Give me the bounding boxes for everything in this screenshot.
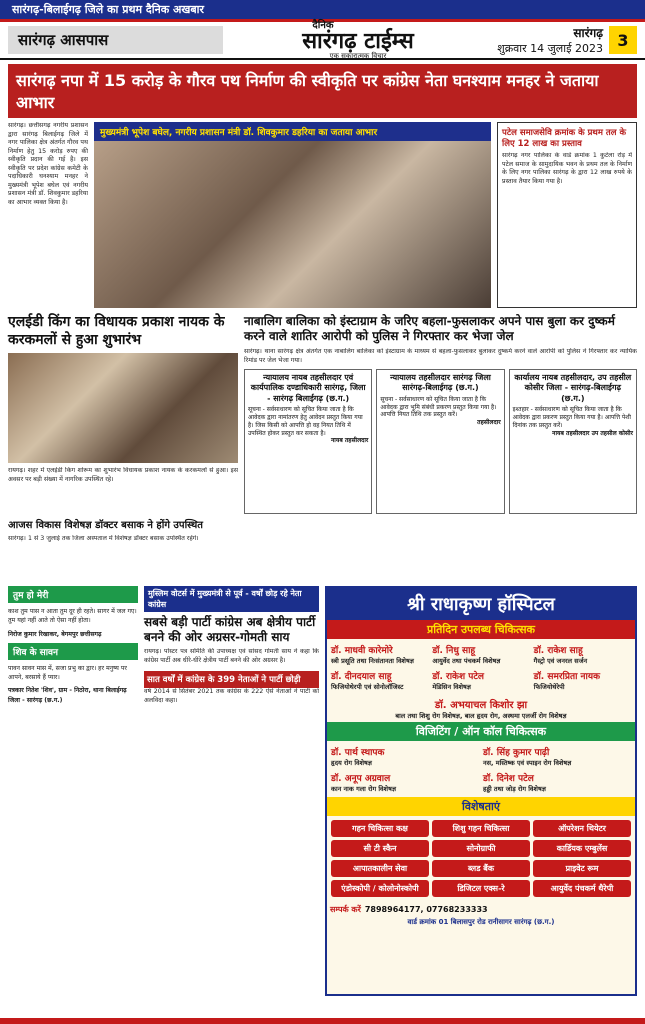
feature-5: सोनोग्राफी <box>432 840 530 857</box>
notice-2-sign: तहसीलदार <box>477 419 501 427</box>
visiting-2-spec: नस, मस्तिष्क एवं स्पाइन रोग विशेषज्ञ <box>483 759 572 767</box>
contact-phones: 7898964177, 07768233333 <box>364 905 488 914</box>
notice-2 <box>376 369 504 514</box>
doctor-5-name: डॉ. राकेश पटेल <box>432 672 484 682</box>
date: शुक्रवार 14 जुलाई 2023 <box>497 42 603 55</box>
crime-headline: नाबालिग बालिका को इंस्टाग्राम के जरिए बहला-फुसलाकर अपने पास बुला कर दुष्कर्म करने वाले शातिर आरोपी को पुलिस ने गिरफ्तार कर भेजा जेल <box>244 314 615 343</box>
notice-2-body: सूचना - सर्वसाधारण को सूचित किया जाता है कि आवेदक द्वारा भूमि संबंधी प्रकरण प्रस्तुत किया गया है। आपत्ति नियत तिथि तक प्रस्तुत करें। <box>380 395 497 419</box>
doctor-6-name: डॉ. समरप्रिता नायक <box>533 672 601 682</box>
doctor-5 <box>432 669 529 691</box>
doctor-3-name: डॉ. राकेश साहू <box>533 646 583 656</box>
politics-kicker: मुस्लिम वोटर्स में मुख्यमंत्री से पूर्व - वर्षों छोड़ रहे नेता कांग्रेस <box>144 586 319 612</box>
visiting-2 <box>483 745 631 767</box>
feature-10: एंडोस्कोपी / कोलोनोस्कोपी <box>331 880 429 897</box>
pediatric-spec: बाल तथा शिशु रोग विशेषज्ञ, बाल हृदय रोग, अस्थमा एलर्जी रोग विशेषज्ञ <box>395 712 567 720</box>
feature-6: कार्डियक एम्बुलेंस <box>533 840 631 857</box>
masthead <box>0 19 645 60</box>
lead-photo <box>94 141 491 308</box>
led-photo <box>8 353 238 463</box>
lead-photo-block <box>94 122 491 308</box>
top-strip: सारंगढ़-बिलाईगढ़ जिले का प्रथम दैनिक अखबार <box>0 0 645 22</box>
hospital-sub: प्रतिदिन उपलब्ध चिकित्सक <box>327 620 635 639</box>
brand-tagline: एक सकारात्मक विचार <box>329 51 387 60</box>
politics-sub-headline: सात वर्षों में कांग्रेस के 399 नेताओं ने पार्टी छोड़ी <box>144 671 319 688</box>
feature-11: डिजिटल एक्स-रे <box>432 880 530 897</box>
doctor-6 <box>534 669 631 691</box>
footer-strip <box>0 1018 645 1024</box>
feature-2: शिशु गहन चिकित्सा <box>432 820 530 837</box>
doctor-grid <box>327 639 635 695</box>
poem-1: काश तुम पास न आता तुम दूर ही रहते। सागर में जल गए। तुम यहां नहीं आते तो ऐसा नहीं होता। <box>8 608 137 625</box>
notice-2-title: न्यायालय तहसीलदार सारंगढ़ जिला सारंगढ़-बिलाईगढ़ (छ.ग.) <box>390 373 491 393</box>
politics-headline: सबसे बड़ी पार्टी कांग्रेस अब क्षेत्रीय पार्टी बनने की ओर अग्रसर-गोमती साय <box>144 615 316 644</box>
doctor-4-name: डॉ. दीनदयाल साहू <box>331 672 392 682</box>
doctor-1-spec: स्त्री प्रसूति तथा निःसंतानता विशेषज्ञ <box>331 657 414 665</box>
lead-photo-caption: मुख्यमंत्री भूपेश बघेल, नगरीय प्रशासन मंत्री डॉ. शिवकुमार डहरिया का जताया आभार <box>94 122 491 141</box>
doctor-2 <box>432 643 529 665</box>
doctor-1 <box>331 643 428 665</box>
feature-8: ब्लड बैंक <box>432 860 530 877</box>
doctor-4-spec: फिजियोथेरपी एवं सोनोलॉजिस्ट <box>331 683 404 691</box>
brand <box>223 21 493 60</box>
side-story-title: पटेल समाजसेवि क्रमांक के प्रथम तल के लिए 12 लाख का प्रस्ताव <box>502 128 626 149</box>
led-body: रायगढ़। शहर में एलईडी किंग शोरूम का शुभारंभ विधायक प्रकाश नायक के करकमलों से हुआ। इस अवसर पर बड़ी संख्या में नागरिक उपस्थित रहे। <box>8 467 238 483</box>
pediatric-block <box>327 695 635 722</box>
feature-3: ऑपरेशन थियेटर <box>533 820 631 837</box>
doctor-headline: आजस विकास विशेषज्ञ डॉक्टर बसाक ने होंगे उपस्थित <box>8 520 203 531</box>
doctor-story <box>8 520 637 580</box>
date-block <box>493 24 603 56</box>
visiting-3 <box>331 771 479 793</box>
poems-column <box>8 586 138 996</box>
led-headline: एलईडी किंग का विधायक प्रकाश नायक के करकमलों से हुआ शुभारंभ <box>8 314 225 348</box>
doctor-3 <box>534 643 631 665</box>
brand-prefix: दैनिक <box>312 19 334 31</box>
crime-story <box>244 314 637 514</box>
poem-1-author: निरोज कुमार रिखाकर, बेगमपुर छत्तीसगढ़ <box>8 630 102 638</box>
city: सारंगढ़ <box>573 26 603 40</box>
visiting-4-spec: हड्डी तथा जोड़ रोग विशेषज्ञ <box>483 785 546 793</box>
notice-3 <box>509 369 637 514</box>
page-number: 3 <box>609 26 637 54</box>
lead-headline: सारंगढ़ नपा में 15 करोड़ के गौरव पथ निर्माण की स्वीकृति पर कांग्रेस नेता घनश्याम मनहर ने जताया आभार <box>8 64 637 118</box>
visiting-4-name: डॉ. दिनेश पटेल <box>483 774 534 784</box>
lead-story <box>8 122 637 308</box>
doctor-1-name: डॉ. माधवी कारेमोरे <box>331 646 393 656</box>
side-story-body: सारंगढ़ नगर पालिका के वार्ड क्रमांक 1 कुटेला रोड़ में पटेल समाज के सामुदायिक भवन के प्रथम तल के निर्माण के लिए नगर पालिका सारंगढ़ के द्वारा 12 लाख रुपये के प्रस्ताव तैयार किया गया है। <box>502 152 632 185</box>
doctor-6-spec: फिजियोथेरेपी <box>533 683 565 691</box>
doctor-body: सारंगढ़। 1 से 3 जुलाई तक जिला अस्पताल में विशेषज्ञ डॉक्टर बसाक उपस्थित रहेंगे। <box>8 534 199 542</box>
notice-1-title: न्यायालय नायब तहसीलदार एवं कार्यपालिक दण्डाधिकारी सारंगढ़, जिला - सारंगढ़ बिलाईगढ़ (छ.ग.) <box>250 373 366 403</box>
feature-12: आयुर्वेद पंचकर्म थैरेपी <box>533 880 631 897</box>
side-story <box>497 122 637 308</box>
crime-body: सारंगढ़। थाना सारंगढ़ क्षेत्र अंतर्गत एक नाबालिग बालिका को इंस्टाग्राम के माध्यम से बहला-फुसलाकर बुलाकर दुष्कर्म करने वाले आरोपी को पुलिस ने गिरफ्तार कर न्यायिक रिमांड पर जेल भेजा गया। <box>244 348 637 364</box>
visiting-3-spec: कान नाक गला रोग विशेषज्ञ <box>331 785 397 793</box>
visiting-1 <box>331 745 479 767</box>
contact-row <box>327 901 635 918</box>
visiting-4 <box>483 771 631 793</box>
bottom-section <box>8 586 637 996</box>
led-story <box>8 314 238 514</box>
notice-1-sign: नायब तहसीलदार <box>330 437 369 445</box>
notice-1 <box>244 369 372 514</box>
feature-1: गहन चिकित्सा कक्ष <box>331 820 429 837</box>
features-title: विशेषताएं <box>327 797 635 816</box>
hospital-address: वार्ड क्रमांक 01 बिलासपुर रोड रानीसागर सारंगढ़ (छ.ग.) <box>407 918 555 926</box>
notices <box>244 369 637 514</box>
contact-label: सम्पर्क करें <box>330 905 361 914</box>
notice-3-sign: नायब तहसीलदार उप तहसील कोसीर <box>552 429 633 437</box>
visiting-2-name: डॉ. सिंह कुमार पाढ़ी <box>483 748 550 758</box>
politics-body: रायगढ़। पोस्टर पत्र समिति की उपाध्यक्ष एवं सांसद गोमती साय ने कहा कि कांग्रेस पार्टी अब धीरे-धीरे क्षेत्रीय पार्टी बनने की ओर अग्रसर है। <box>144 648 319 664</box>
politics-sub-body: वर्ष 2014 से सितंबर 2021 तक कांग्रेस के 222 ऐसे नेताओं ने पार्टी को अलविदा कहा। <box>144 688 319 704</box>
poem-2-tag: शिव के सावन <box>8 643 138 660</box>
doctor-2-spec: आयुर्वेद तथा पंचकर्म विशेषज्ञ <box>432 657 501 665</box>
doctor-2-name: डॉ. निधु साहू <box>432 646 476 656</box>
visiting-title: विजिटिंग / ऑन कॉल चिकित्सक <box>327 722 635 741</box>
section-title: सारंगढ़ आसपास <box>8 26 223 54</box>
middle-stories <box>8 314 637 514</box>
visiting-1-name: डॉ. पार्थ स्थापक <box>331 748 385 758</box>
visiting-1-spec: हृदय रोग विशेषज्ञ <box>331 759 372 767</box>
pediatric-name: डॉ. अभयाचल किशोर झा <box>434 700 528 711</box>
lead-body: सारंगढ़। छत्तीसगढ़ नगरीय प्रशासन द्वारा सारंगढ़ बिलाईगढ़ जिले में नगर पालिका क्षेत्र अंतर्गत गौरव पथ निर्माण हेतु 15 करोड़ रुपए की स्वीकृति प्रदान की गई है। इस स्वीकृति पर प्रदेश कांग्रेस कमेटी के पदाधिकारी घनश्याम मनहर ने मुख्यमंत्री भूपेश बघेल एवं नगरीय प्रशासन मंत्री डॉ. शिवकुमार डहरिया का आभार व्यक्त किया है। <box>8 122 88 206</box>
notice-3-title: कार्यालय नायब तहसीलदार, उप तहसील कोसीर जिला - सारंगढ़-बिलाईगढ़ (छ.ग.) <box>514 373 632 403</box>
brand-name: सारंगढ़ टाईम्स <box>302 28 414 54</box>
hospital-title: श्री राधाकृष्ण हॉस्पिटल <box>327 588 635 620</box>
visiting-3-name: डॉ. अनूप अग्रवाल <box>331 774 391 784</box>
feature-4: सी टी स्कैन <box>331 840 429 857</box>
politics-story <box>144 586 319 996</box>
feature-7: आपातकालीन सेवा <box>331 860 429 877</box>
doctor-4 <box>331 669 428 691</box>
notice-1-body: सूचना - सर्वसाधारण को सूचित किया जाता है कि आवेदक द्वारा नामांतरण हेतु आवेदन प्रस्तुत किया गया है। जिस किसी को आपत्ति हो वह नियत तिथि में उपस्थित होकर प्रस्तुत कर सकता है। <box>248 406 363 437</box>
features-grid <box>327 816 635 901</box>
doctor-5-spec: मेडिसिन विशेषज्ञ <box>432 683 471 691</box>
poem-2-author: पत्रकार नितेश 'शिव', ग्राम - निठोरा, थाना बिलाईगढ़ जिला - सारंगढ़ (छ.ग.) <box>8 687 127 704</box>
feature-9: प्राइवेट रूम <box>533 860 631 877</box>
hospital-ad <box>325 586 637 996</box>
poem-1-tag: तुम हो मेरी <box>8 586 138 603</box>
doctor-3-spec: गैस्ट्रो एवं जनरल सर्जन <box>533 657 588 665</box>
poem-2: पावन सावन मास में, सजा प्रभु का द्वार। हर मनुष्य पर आपने, बरसाये हैं प्यार। <box>8 664 127 682</box>
notice-3-body: इश्तहार - सर्वसाधारण को सूचित किया जाता है कि आवेदक द्वारा प्रकरण प्रस्तुत किया गया है। आपत्ति पेशी दिनांक तक प्रस्तुत करें। <box>512 406 631 429</box>
visiting-grid <box>327 741 635 797</box>
